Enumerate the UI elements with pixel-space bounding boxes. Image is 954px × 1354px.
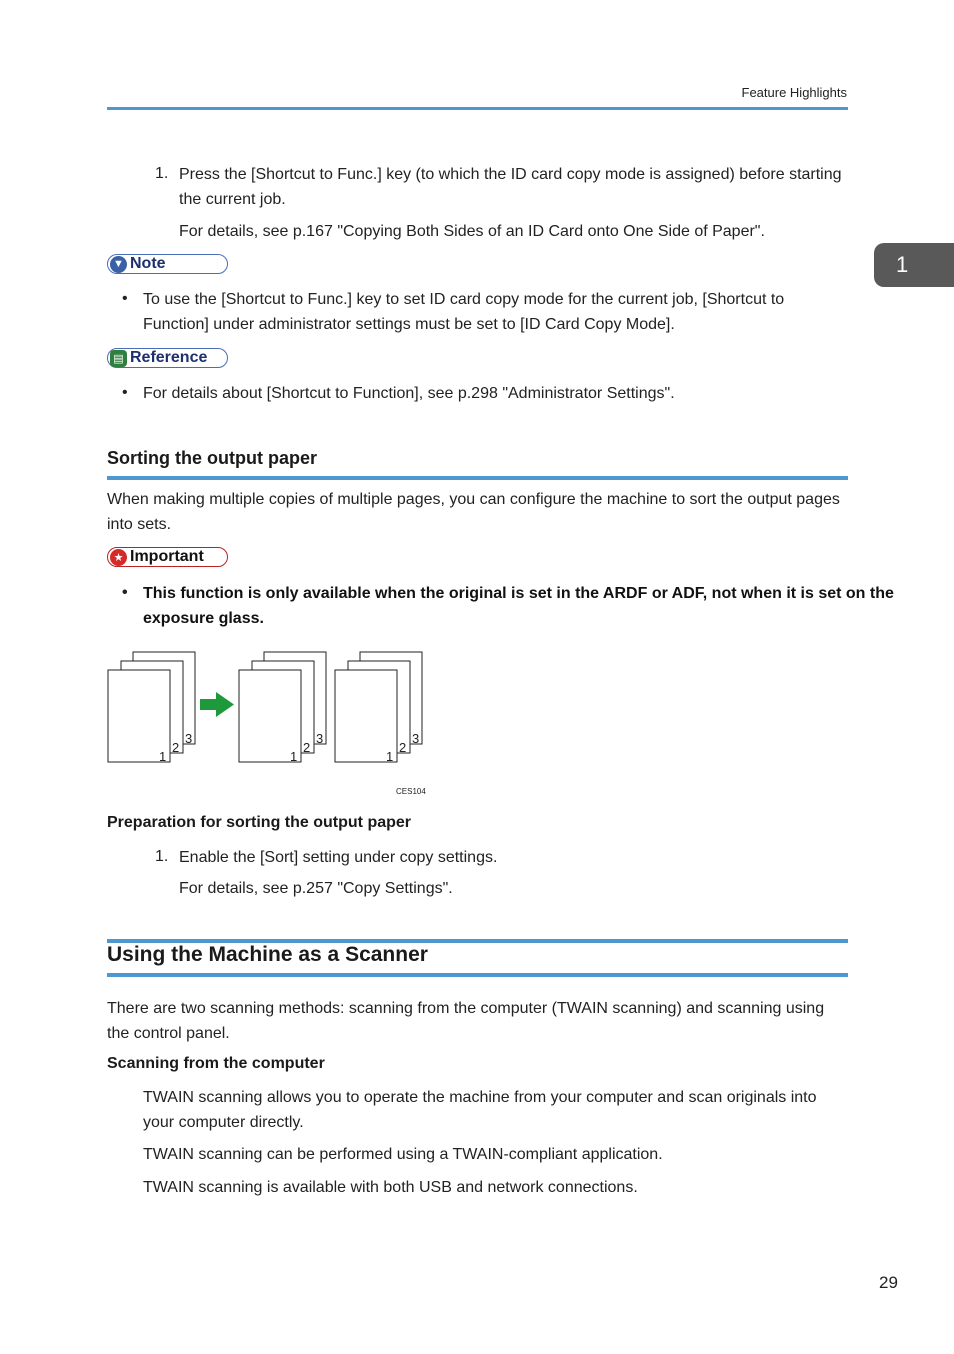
running-header: Feature Highlights [741,85,847,100]
preparation-detail: For details, see p.257 "Copy Settings". [179,880,453,897]
note-bullet-line2: Function] under administrator settings must be set to [ID Card Copy Mode]. [143,316,675,333]
important-line1: This function is only available when the original is set in the ARDF or ADF, not when it is set on the [143,585,894,602]
important-tag [107,547,228,567]
chapter-tab: 1 [874,243,954,287]
page-label-1: 1 [386,749,394,764]
important-star-icon: ★ [110,549,127,566]
step-text-line2: the current job. [179,191,286,208]
section-heading-scanner: Using the Machine as a Scanner [107,943,428,966]
page-label-2: 2 [399,740,407,755]
scanner-p2: TWAIN scanning can be performed using a TWAIN-compliant application. [143,1146,663,1163]
scanner-para-line2: the control panel. [107,1025,230,1042]
scanner-para-line1: There are two scanning methods: scanning from the computer (TWAIN scanning) and scanning using [107,1000,825,1017]
page-label-3: 3 [316,731,324,746]
scanner-p1-line1: TWAIN scanning allows you to operate the machine from your computer and scan originals into [143,1089,817,1106]
note-label: Note [130,255,166,272]
note-arrow-icon: ▼ [110,256,127,273]
sort-arrow-icon [200,692,234,717]
page-label-3: 3 [412,731,420,746]
preparation-step-text: Enable the [Sort] setting under copy settings. [179,849,498,866]
step-text-line1: Press the [Shortcut to Func.] key (to which the ID card copy mode is assigned) before starting [179,166,842,183]
unsorted-stack [108,652,195,764]
reference-book-icon: ▤ [110,350,127,367]
subsection-heading-computer: Scanning from the computer [107,1055,325,1072]
chapter-section-bottom-rule [107,973,848,977]
scanner-p1-line2: your computer directly. [143,1114,304,1131]
note-tag [107,254,228,274]
important-label: Important [130,548,204,565]
section-rule [107,476,848,480]
step-number: 1. [155,165,169,182]
page-label-1: 1 [290,749,298,764]
reference-tag [107,348,228,368]
page-label-2: 2 [172,740,180,755]
figure-code: CES104 [396,787,426,796]
page-label-2: 2 [303,740,311,755]
bullet-dot: • [122,384,128,401]
page-number: 29 [879,1273,898,1292]
reference-label: Reference [130,349,208,366]
page-label-1: 1 [159,749,167,764]
bullet-dot: • [122,290,128,307]
page-label-3: 3 [185,731,193,746]
sorted-set-2 [335,652,422,764]
sorting-para-line1: When making multiple copies of multiple pages, you can configure the machine to sort the output pages [107,491,840,508]
step-detail: For details, see p.167 "Copying Both Sides of an ID Card onto One Side of Paper". [179,223,765,240]
note-bullet-line1: To use the [Shortcut to Func.] key to set ID card copy mode for the current job, [Shortcut to [143,291,785,308]
section-heading-sorting: Sorting the output paper [107,448,317,468]
sorted-set-1 [239,652,326,764]
important-line2: exposure glass. [143,610,264,627]
header-rule [107,107,848,110]
reference-bullet: For details about [Shortcut to Function], see p.298 "Administrator Settings". [143,385,675,402]
subsection-heading-preparation: Preparation for sorting the output paper [107,814,412,831]
scanner-p3: TWAIN scanning is available with both USB and network connections. [143,1179,638,1196]
sorting-para-line2: into sets. [107,516,172,533]
bullet-dot: • [122,584,128,601]
step-number: 1. [155,848,169,865]
sort-illustration [100,648,430,800]
